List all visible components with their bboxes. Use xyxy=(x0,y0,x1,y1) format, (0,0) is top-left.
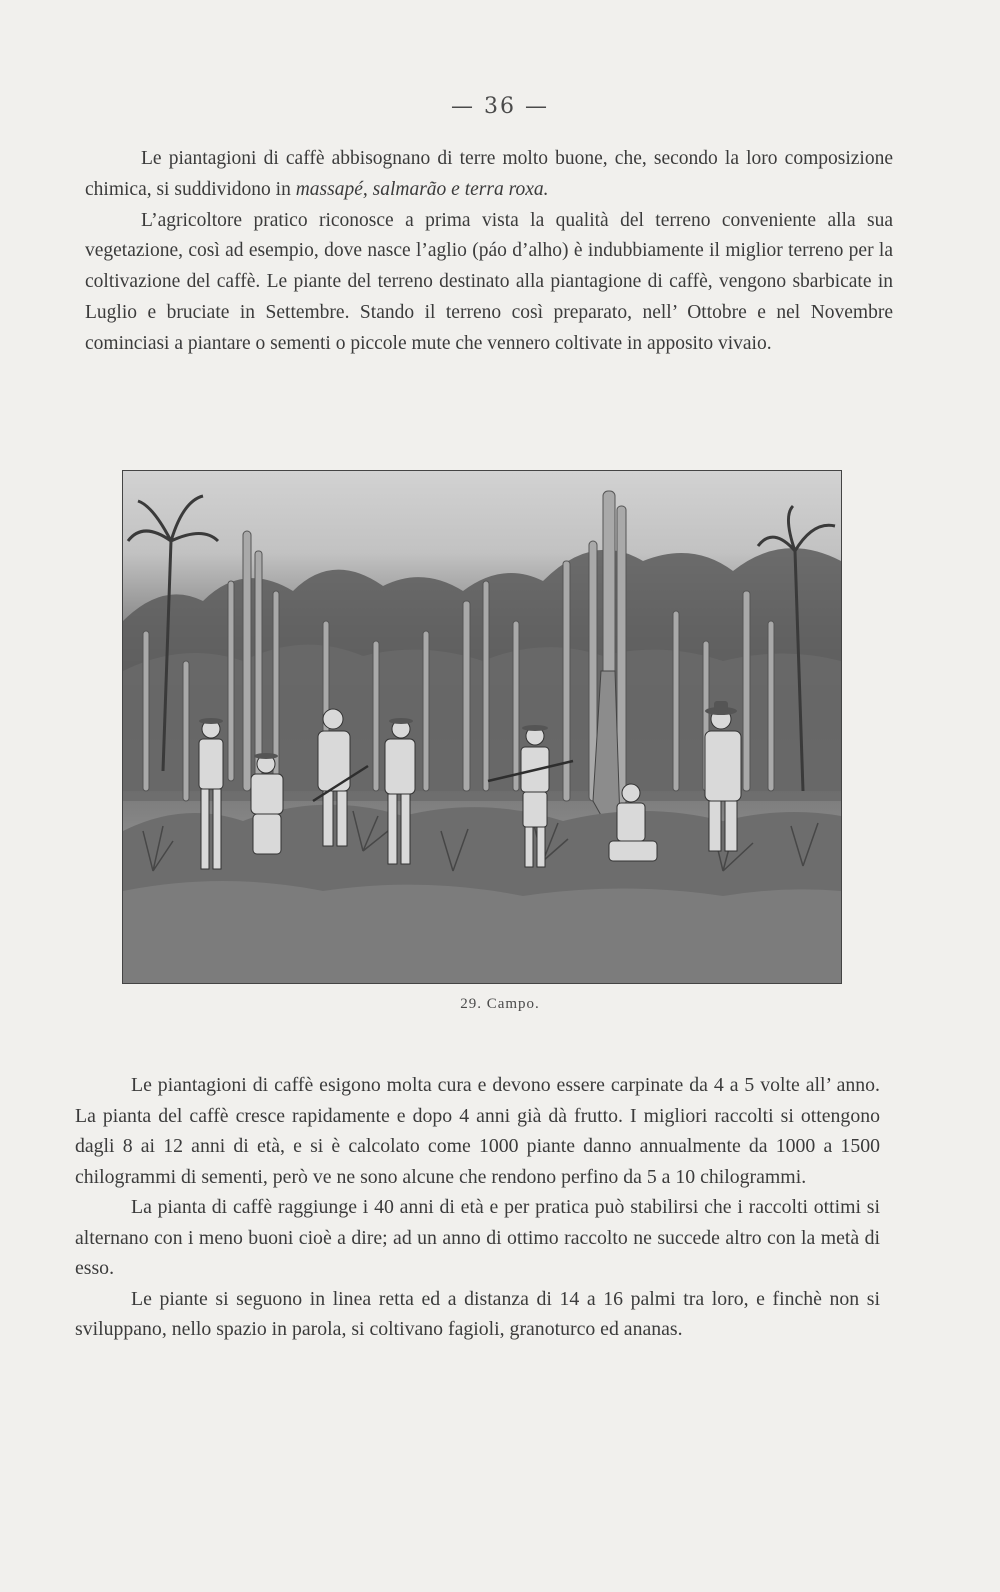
photograph-campo-image xyxy=(123,471,841,983)
page-number: — 36 — xyxy=(451,94,549,119)
bottom-text-block xyxy=(75,1070,880,1345)
paragraph-planting-distance: Le piante si seguono in linea retta ed a distanza di 14 a 16 palmi tra loro, e finchè non si sviluppano, nello spazio in parola, si coltivano fagioli, granoturco ed ananas. xyxy=(75,1287,880,1340)
paragraph-soil-preparation: L’agricoltore pratico riconosce a prima vista la qualità del terreno conveniente alla sua vegetazione, così ad esempio, dove nasce l’aglio (páo d’alho) è indubbiamente il miglior terreno per la coltivazione del caffè. Le piante del terreno destinato alla piantagione di caffè, vengono sbarbicate in Luglio e bruciate in Settembre. Stando il terreno così preparato, nell’ Ottobre e nel Novembre cominciasi a piantare o sementi o piccole mute che vennero coltivate in apposito vivaio. xyxy=(85,209,893,354)
paragraph-cultivation-care: Le piantagioni di caffè esigono molta cura e devono essere carpinate da 4 a 5 volte all’ anno. La pianta del caffè cresce rapidamente e dopo 4 anni già dà frutto. I migliori raccolti si ottengono dagli 8 ai 12 anni di età, e si è calcolato come 1000 piante danno annualmente da 1000 a 1500 chilogrammi di sementi, però ve ne sono alcune che rendono perfino da 5 a 10 chilogrammi. xyxy=(75,1074,880,1188)
soil-types-italic: massapé, salmarão e terra roxa. xyxy=(295,178,549,200)
photograph-campo xyxy=(122,470,842,984)
paragraph-soil-types xyxy=(85,144,893,206)
paragraph-plant-lifespan: La pianta di caffè raggiunge i 40 anni di età e per pratica può stabilirsi che i raccolti ottimi si alternano con i meno buoni cioè a dire; ad un anno di ottimo raccolto ne succede altro con la metà di esso. xyxy=(75,1196,880,1279)
paragraph-soil-types-text: Le piantagioni di caffè abbisognano di terre molto buone, che, secondo la loro composizione chimica, si suddividono in xyxy=(85,148,893,200)
figure-caption: 29. Campo. xyxy=(460,996,540,1012)
top-text-block xyxy=(85,144,893,360)
